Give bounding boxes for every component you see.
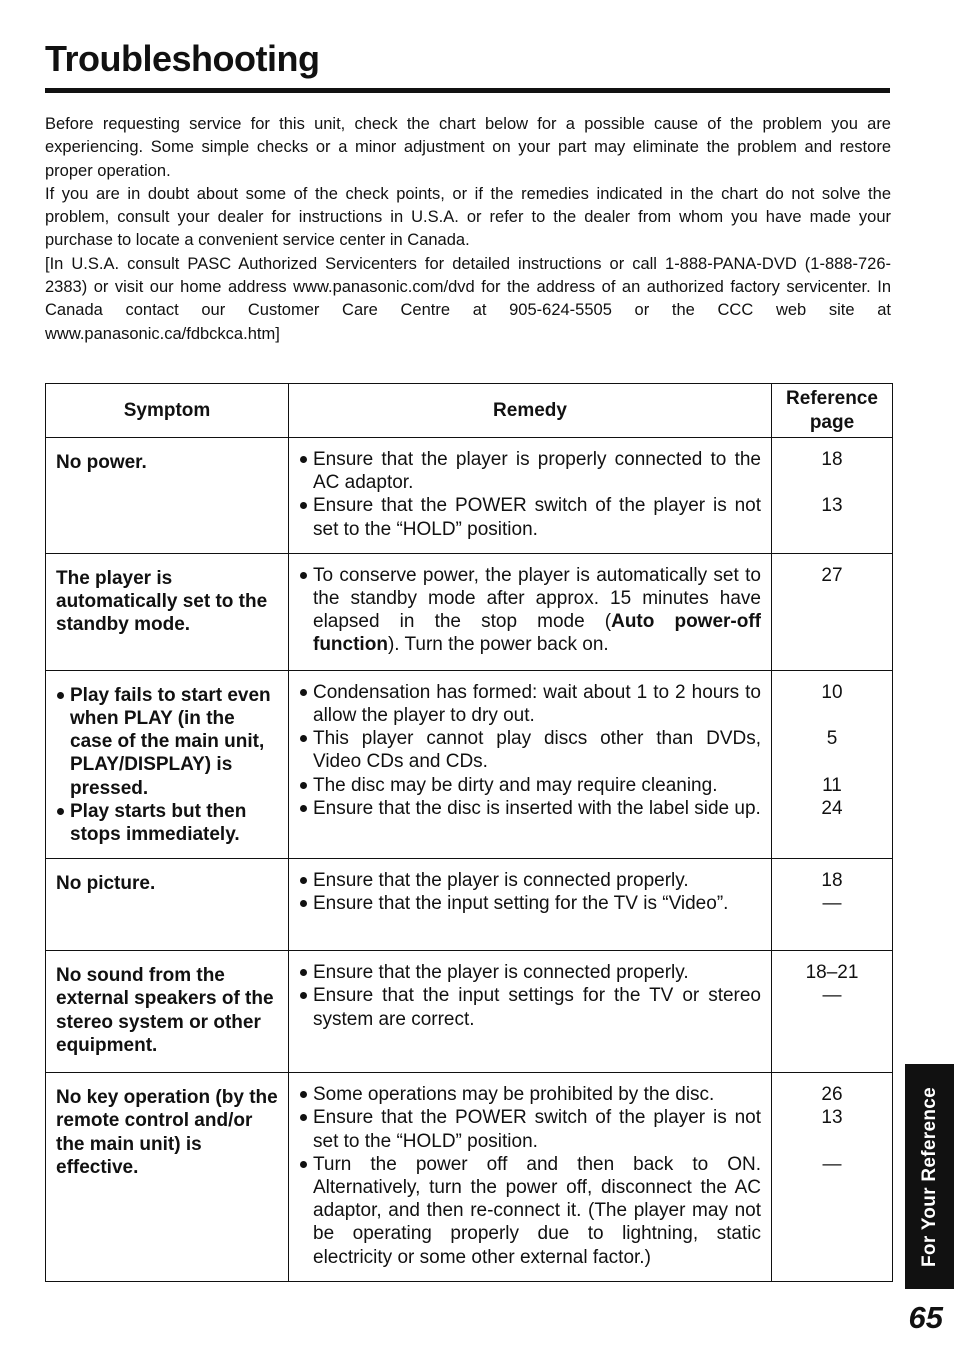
reference-page [776,750,888,773]
intro-paragraph-1: Before requesting service for this unit, check the chart below for a possible cause of the problem you are experiencing. Some simple checks or a minor adjustment on your part may eliminate the problem and restore proper operation. [45,115,891,180]
table-header-row [46,384,893,438]
reference-page: 13 [821,1107,843,1129]
reference-page-header [772,384,893,438]
remedy-cell [289,859,772,951]
remedy-item: Ensure that the player is properly connected to the AC adaptor. [299,448,761,494]
remedy-item: Some operations may be prohibited by the disc. [299,1083,761,1106]
remedy-cell [289,670,772,858]
reference-cell [772,1073,893,1282]
reference-page: 24 [821,797,843,819]
reference-page: 18 [821,870,843,892]
reference-cell [772,859,893,951]
symptom-cell: No power. [46,438,289,554]
reference-page: 18 [821,449,843,470]
symptom-header: Symptom [46,384,289,438]
reference-page: — [822,1153,842,1175]
intro-text [45,113,891,346]
remedy-item [299,564,761,657]
remedy-header: Remedy [289,384,772,438]
symptom-item: Play fails to start even when PLAY (in the case of the main unit, PLAY/DISPLAY) is pressed. [56,684,280,800]
table-row [46,670,893,858]
reference-cell [772,438,893,554]
reference-page [776,471,888,494]
reference-cell [772,670,893,858]
remedy-cell [289,553,772,670]
section-side-tab [905,1064,954,1289]
page-number: 65 [908,1300,943,1335]
remedy-cell [289,951,772,1073]
page-title: Troubleshooting [45,38,320,79]
symptom-cell: No key operation (by the remote control and/or the main unit) is effective. [46,1073,289,1282]
remedy-text: ). Turn the power back on. [387,634,609,656]
symptom-cell: The player is automatically set to the standby mode. [46,553,289,670]
title-underline [45,88,890,93]
reference-page: — [822,985,842,1007]
auto-power-off-term: Auto power-off function [313,611,762,656]
remedy-item: Ensure that the player is connected properly. [299,961,761,984]
reference-page [776,1130,888,1153]
table-row [46,553,893,670]
reference-page: 13 [821,495,843,517]
remedy-cell [289,1073,772,1282]
side-tab-label: For Your Reference [918,1086,940,1267]
table-row [46,951,893,1073]
remedy-item: Ensure that the input setting for the TV is “Video”. [299,892,761,915]
remedy-item: Ensure that the input settings for the TV or stereo system are correct. [299,984,761,1030]
symptom-cell: No sound from the external speakers of the stereo system or other equipment. [46,951,289,1073]
intro-paragraph-3: [In U.S.A. consult PASC Authorized Servicenters for detailed instructions or call 1-888-PANA-DVD (1-888-726-2383) or visit our home address www.panasonic.com/dvd for the address of an authorized factory servicenter. In Canada contact our Customer Care Centre at 905-624-5505 or the CCC web site at www.panasonic.ca/fdbckca.htm] [45,254,891,343]
intro-paragraph-2: If you are in doubt about some of the check points, or if the remedies indicated in the chart do not solve the problem, consult your dealer for instructions in U.S.A. or refer to the dealer from whom you have made your purchase to locate a convenient service center in Canada. [45,184,891,250]
remedy-item: Ensure that the POWER switch of the player is not set to the “HOLD” position. [299,1106,761,1152]
remedy-item: Condensation has formed: wait about 1 to 2 hours to allow the player to dry out. [299,681,761,727]
remedy-item: Ensure that the POWER switch of the player is not set to the “HOLD” position. [299,494,761,540]
reference-page: 10 [821,681,843,703]
remedy-text: To conserve power, the player is automatically set to the standby mode after approx. 15 minutes have elapsed in the stop mode ( [313,564,761,633]
symptom-cell: No picture. [46,859,289,951]
reference-page: 18–21 [805,962,859,984]
reference-page: 5 [826,728,838,750]
symptom-item: Play starts but then stops immediately. [56,800,280,846]
remedy-item: The disc may be dirty and may require cleaning. [299,774,761,797]
reference-page: 27 [821,564,843,586]
remedy-item: This player cannot play discs other than DVDs, Video CDs and CDs. [299,727,761,773]
reference-cell [772,951,893,1073]
symptom-cell [46,670,289,858]
remedy-cell [289,438,772,554]
reference-page: 26 [821,1084,843,1106]
remedy-item: Ensure that the player is connected properly. [299,869,761,892]
reference-page: — [822,893,842,915]
reference-cell [772,553,893,670]
remedy-item: Ensure that the disc is inserted with the label side up. [299,797,761,820]
troubleshooting-table [45,383,893,1282]
reference-header-line-2: page [809,411,855,433]
table-row [46,1073,893,1282]
reference-page: 11 [822,774,842,796]
remedy-item: Turn the power off and then back to ON. Alternatively, turn the power off, disconnect the AC adaptor, and then re-connect it. (The player may not be operating properly due to lightning, static electricity or some other external factor.) [299,1153,761,1269]
reference-page [776,704,888,727]
table-row [46,438,893,554]
reference-header-line-1: Reference [786,387,878,409]
table-row [46,859,893,951]
